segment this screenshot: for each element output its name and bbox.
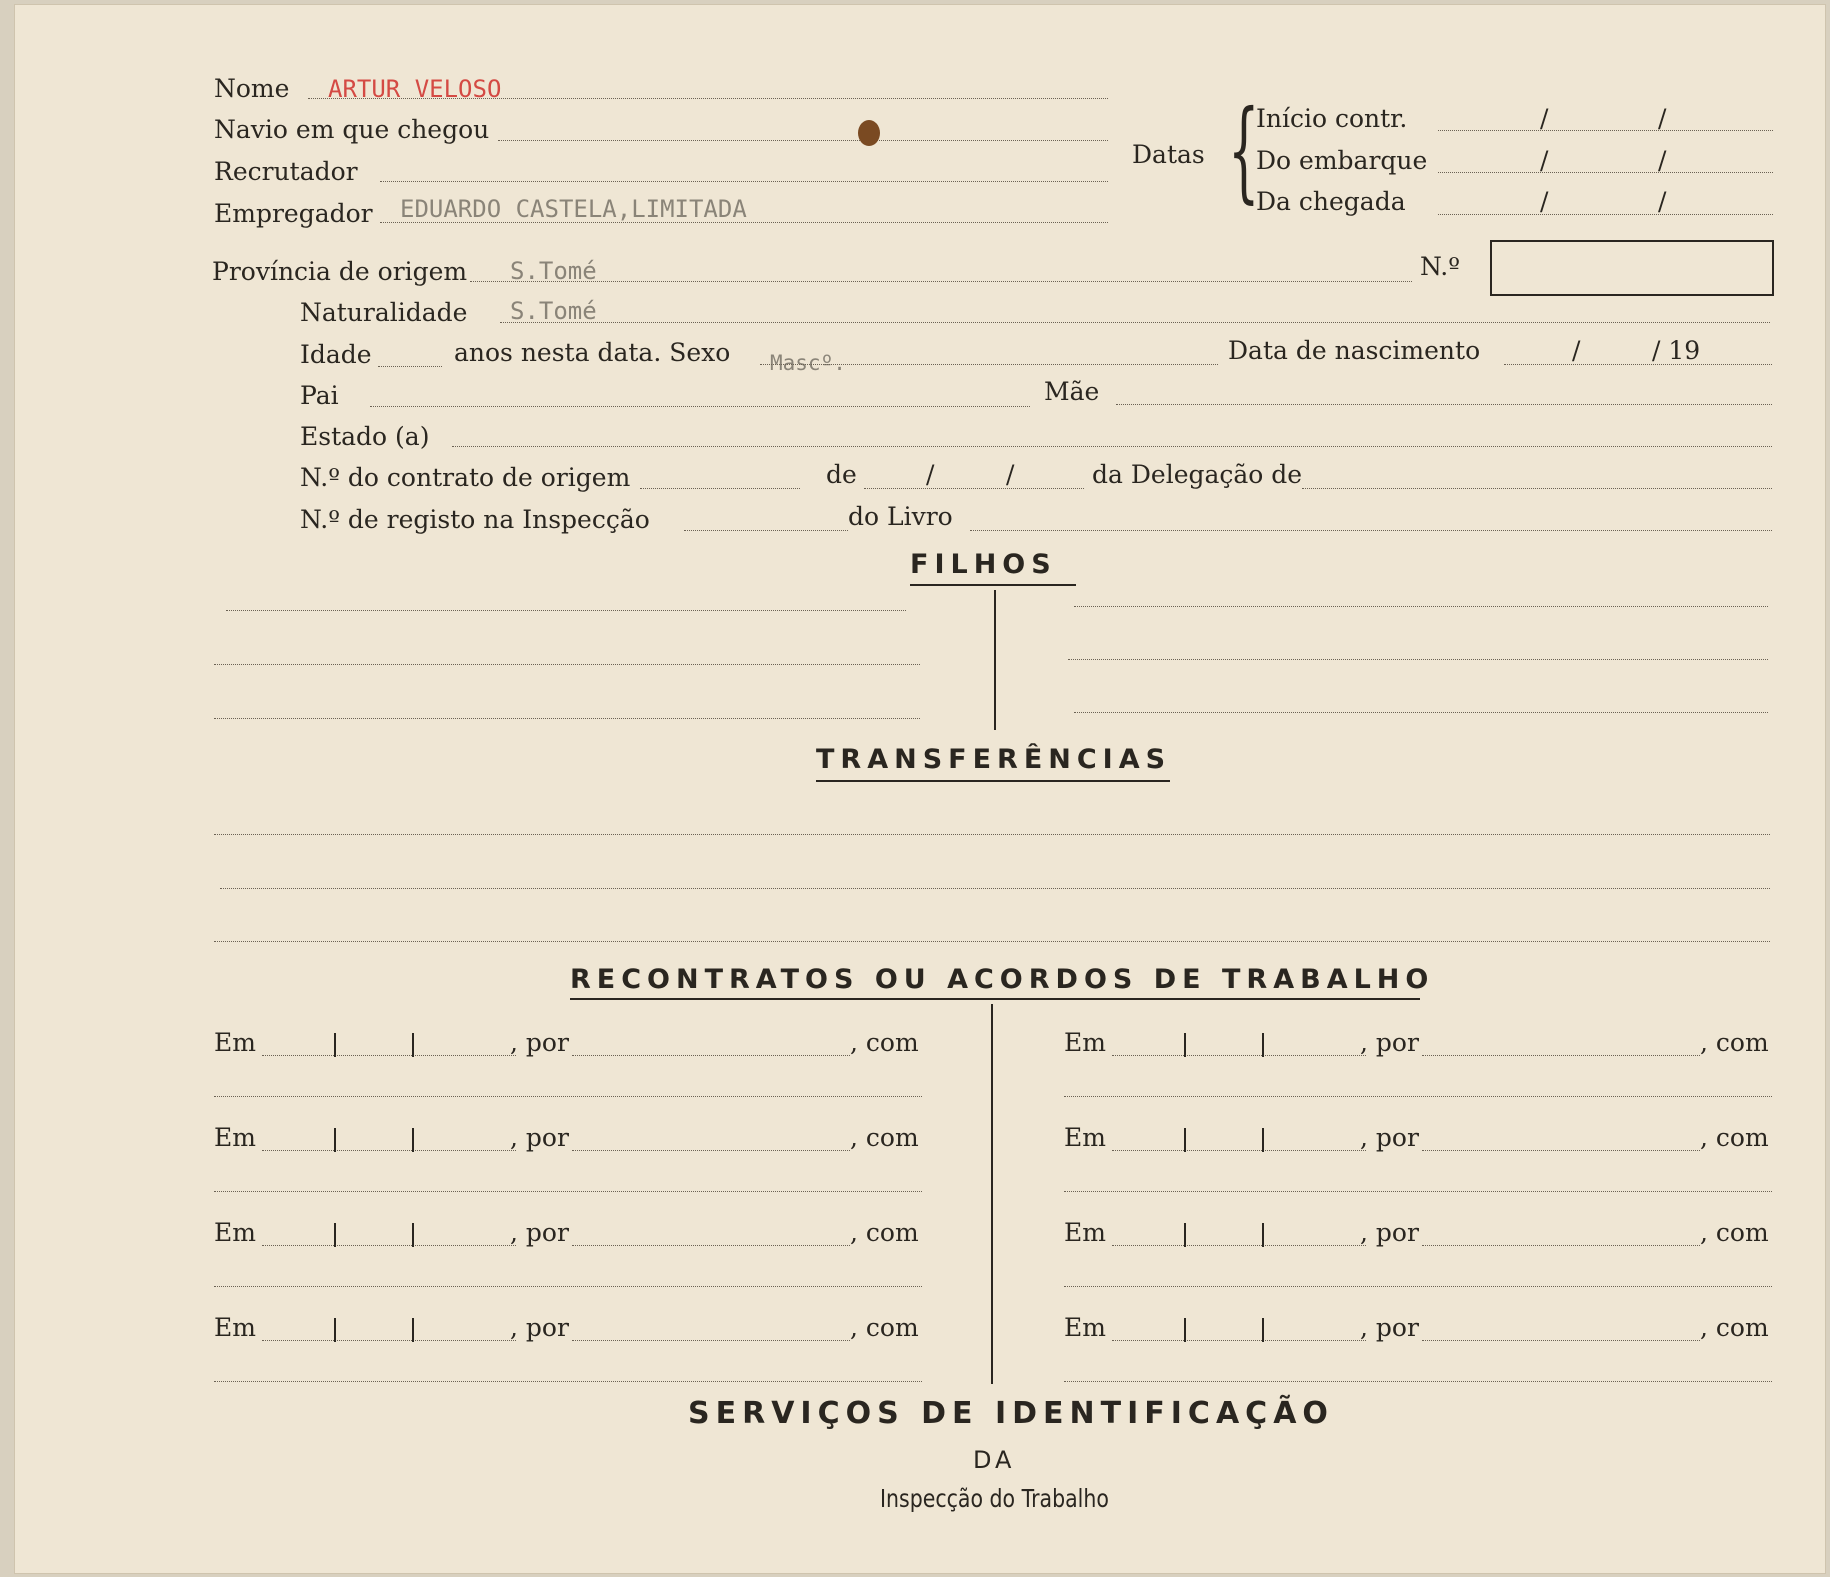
naturalidade-line[interactable] <box>500 322 1770 323</box>
date-slash: / <box>1658 187 1667 216</box>
navio-line[interactable] <box>498 140 1108 141</box>
provincia-value: S.Tomé <box>510 257 597 285</box>
date-separator-bar <box>1184 1318 1186 1342</box>
provincia-label: Província de origem <box>212 257 468 286</box>
pai-label: Pai <box>300 381 339 410</box>
delegacao-line[interactable] <box>1302 488 1772 489</box>
em-label: Em <box>214 1123 256 1152</box>
recontrato-line[interactable] <box>214 1381 922 1382</box>
por-line[interactable] <box>572 1055 850 1056</box>
recontrato-line[interactable] <box>214 1096 922 1097</box>
recontrato-line[interactable] <box>214 1286 922 1287</box>
recontrato-line[interactable] <box>1064 1191 1772 1192</box>
date-separator-bar <box>334 1223 336 1247</box>
por-label: , por <box>1360 1313 1419 1342</box>
filhos-underline <box>910 584 1076 586</box>
filhos-divider <box>994 590 996 730</box>
em-date-line[interactable] <box>1112 1150 1366 1151</box>
por-label: , por <box>1360 1028 1419 1057</box>
date-separator-bar <box>412 1318 414 1342</box>
com-label: , com <box>850 1123 919 1152</box>
recontratos-divider <box>991 1004 993 1384</box>
chegada-label: Da chegada <box>1256 187 1406 216</box>
year-prefix: / 19 <box>1652 336 1701 365</box>
em-label: Em <box>1064 1123 1106 1152</box>
por-label: , por <box>510 1313 569 1342</box>
recrutador-line[interactable] <box>380 181 1108 182</box>
date-separator-bar <box>334 1033 336 1057</box>
com-label: , com <box>1700 1028 1769 1057</box>
filhos-heading: FILHOS <box>910 549 1057 580</box>
transferencias-heading: TRANSFERÊNCIAS <box>816 744 1172 775</box>
footer-title: SERVIÇOS DE IDENTIFICAÇÃO <box>688 1396 1334 1431</box>
empregador-value: EDUARDO CASTELA,LIMITADA <box>400 195 747 223</box>
naturalidade-value: S.Tomé <box>510 297 597 325</box>
date-separator-bar <box>412 1033 414 1057</box>
recontratos-underline <box>570 998 1420 1000</box>
empregador-line[interactable] <box>380 222 1108 223</box>
date-separator-bar <box>1262 1223 1264 1247</box>
date-slash: / <box>926 460 935 489</box>
chegada-date-line[interactable] <box>1438 214 1773 215</box>
filhos-line[interactable] <box>1068 659 1768 660</box>
por-line[interactable] <box>1422 1055 1700 1056</box>
por-line[interactable] <box>1422 1340 1700 1341</box>
date-separator-bar <box>334 1318 336 1342</box>
brace-icon: { <box>1228 86 1260 214</box>
recrutador-label: Recrutador <box>214 157 358 186</box>
estado-label: Estado (a) <box>300 422 430 451</box>
por-label: , por <box>1360 1218 1419 1247</box>
idade-line[interactable] <box>378 366 442 367</box>
recontrato-line[interactable] <box>1064 1096 1772 1097</box>
em-label: Em <box>1064 1028 1106 1057</box>
inicio-date-line[interactable] <box>1438 130 1773 131</box>
transferencias-line[interactable] <box>214 834 1770 835</box>
contrato-label: N.º do contrato de origem <box>300 463 631 492</box>
em-date-line[interactable] <box>1112 1340 1366 1341</box>
transferencias-line[interactable] <box>220 888 1770 889</box>
sexo-value: Mascº. <box>770 351 846 375</box>
recontrato-line[interactable] <box>1064 1286 1772 1287</box>
nascimento-line[interactable] <box>1504 364 1772 365</box>
em-date-line[interactable] <box>1112 1055 1366 1056</box>
transferencias-line[interactable] <box>214 941 1770 942</box>
date-slash: / <box>1540 146 1549 175</box>
mae-label: Mãe <box>1044 377 1100 406</box>
em-date-line[interactable] <box>1112 1245 1366 1246</box>
anos-label: anos nesta data. Sexo <box>454 338 731 367</box>
date-separator-bar <box>1184 1223 1186 1247</box>
por-line[interactable] <box>572 1340 850 1341</box>
date-separator-bar <box>1184 1128 1186 1152</box>
com-label: , com <box>850 1028 919 1057</box>
nome-line[interactable] <box>308 98 1108 99</box>
date-separator-bar <box>412 1223 414 1247</box>
com-label: , com <box>1700 1313 1769 1342</box>
registo-label: N.º de registo na Inspecção <box>300 505 650 534</box>
embarque-date-line[interactable] <box>1438 172 1773 173</box>
por-label: , por <box>510 1028 569 1057</box>
em-date-line[interactable] <box>262 1245 516 1246</box>
estado-line[interactable] <box>452 446 1772 447</box>
date-separator-bar <box>412 1128 414 1152</box>
date-separator-bar <box>1262 1318 1264 1342</box>
por-line[interactable] <box>1422 1245 1700 1246</box>
date-separator-bar <box>1184 1033 1186 1057</box>
com-label: , com <box>850 1218 919 1247</box>
em-label: Em <box>214 1313 256 1342</box>
recontratos-heading: RECONTRATOS OU ACORDOS DE TRABALHO <box>570 964 1435 995</box>
nome-label: Nome <box>214 74 290 103</box>
por-label: , por <box>510 1218 569 1247</box>
datas-label: Datas <box>1132 140 1205 169</box>
por-label: , por <box>1360 1123 1419 1152</box>
livro-line[interactable] <box>970 530 1772 531</box>
numero-label: N.º <box>1420 252 1460 281</box>
contrato-date-line[interactable] <box>864 488 1084 489</box>
date-slash: / <box>1540 104 1549 133</box>
footer-inspeccao: Inspecção do Trabalho <box>880 1484 1109 1513</box>
footer-da: DA <box>973 1446 1016 1474</box>
navio-label: Navio em que chegou <box>214 115 490 144</box>
filhos-line[interactable] <box>1074 606 1768 607</box>
filhos-line[interactable] <box>1074 712 1768 713</box>
de-label: de <box>826 460 857 489</box>
sexo-line[interactable] <box>760 364 1218 365</box>
em-label: Em <box>214 1218 256 1247</box>
em-date-line[interactable] <box>262 1340 516 1341</box>
nascimento-label: Data de nascimento <box>1228 336 1481 365</box>
empregador-label: Empregador <box>214 199 373 228</box>
idade-label: Idade <box>300 340 372 369</box>
embarque-label: Do embarque <box>1256 146 1428 175</box>
numero-box[interactable] <box>1490 240 1774 296</box>
em-date-line[interactable] <box>262 1055 516 1056</box>
date-slash: / <box>1572 336 1581 365</box>
naturalidade-label: Naturalidade <box>300 298 468 327</box>
filhos-line[interactable] <box>214 718 920 719</box>
filhos-line[interactable] <box>214 664 920 665</box>
filhos-line[interactable] <box>226 610 906 611</box>
contrato-line[interactable] <box>640 488 800 489</box>
delegacao-label: da Delegação de <box>1092 460 1303 489</box>
com-label: , com <box>1700 1123 1769 1152</box>
recontrato-line[interactable] <box>1064 1381 1772 1382</box>
pai-line[interactable] <box>370 406 1030 407</box>
com-label: , com <box>850 1313 919 1342</box>
date-slash: / <box>1006 460 1015 489</box>
date-separator-bar <box>1262 1128 1264 1152</box>
em-label: Em <box>1064 1218 1106 1247</box>
date-separator-bar <box>1262 1033 1264 1057</box>
recontrato-line[interactable] <box>214 1191 922 1192</box>
por-line[interactable] <box>572 1150 850 1151</box>
em-label: Em <box>1064 1313 1106 1342</box>
nome-value: ARTUR VELOSO <box>328 75 502 103</box>
date-separator-bar <box>334 1128 336 1152</box>
date-slash: / <box>1540 187 1549 216</box>
em-label: Em <box>214 1028 256 1057</box>
com-label: , com <box>1700 1218 1769 1247</box>
por-line[interactable] <box>572 1245 850 1246</box>
por-label: , por <box>510 1123 569 1152</box>
date-slash: / <box>1658 104 1667 133</box>
provincia-line[interactable] <box>470 281 1412 282</box>
date-slash: / <box>1658 146 1667 175</box>
mae-line[interactable] <box>1116 404 1772 405</box>
em-date-line[interactable] <box>262 1150 516 1151</box>
ink-stain <box>858 120 880 146</box>
livro-label: do Livro <box>848 502 953 531</box>
registo-line[interactable] <box>684 530 848 531</box>
por-line[interactable] <box>1422 1150 1700 1151</box>
transferencias-underline <box>816 780 1170 782</box>
inicio-label: Início contr. <box>1256 104 1408 133</box>
